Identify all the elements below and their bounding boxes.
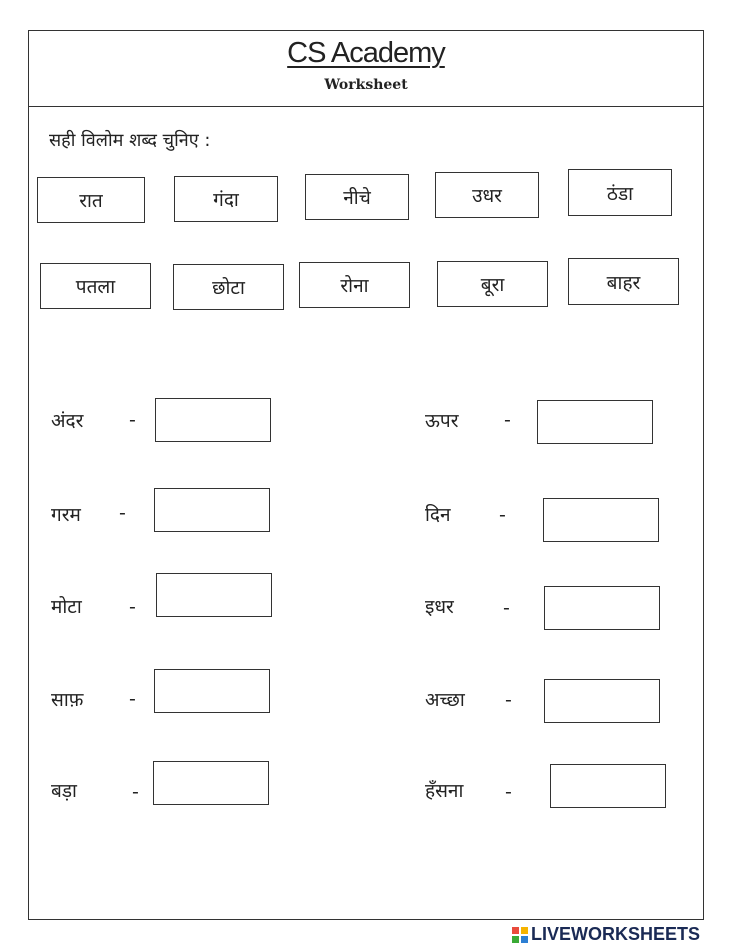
question-word: दिन bbox=[425, 504, 451, 526]
page-subtitle: Worksheet bbox=[324, 77, 408, 93]
question-dash: - bbox=[129, 688, 136, 710]
word-bank-item[interactable]: नीचे bbox=[305, 174, 409, 220]
word-bank-item[interactable]: बूरा bbox=[437, 261, 548, 307]
logo-square bbox=[521, 936, 528, 943]
answer-input[interactable] bbox=[543, 498, 659, 542]
question-dash: - bbox=[129, 409, 136, 431]
answer-input[interactable] bbox=[154, 488, 270, 532]
word-bank-item[interactable]: रोना bbox=[299, 262, 410, 308]
answer-input[interactable] bbox=[537, 400, 653, 444]
word-bank-item[interactable]: उधर bbox=[435, 172, 539, 218]
word-bank-item[interactable]: बाहर bbox=[568, 258, 679, 305]
answer-input[interactable] bbox=[550, 764, 666, 808]
logo-square bbox=[512, 936, 519, 943]
question-word: गरम bbox=[51, 504, 81, 526]
word-bank-item[interactable]: छोटा bbox=[173, 264, 284, 310]
logo-square bbox=[512, 927, 519, 934]
question-word: मोटा bbox=[51, 596, 82, 618]
question-dash: - bbox=[505, 781, 512, 803]
word-bank-item[interactable]: गंदा bbox=[174, 176, 278, 222]
liveworksheets-logo-icon bbox=[512, 927, 528, 943]
answer-input[interactable] bbox=[156, 573, 272, 617]
question-word: अच्छा bbox=[425, 689, 465, 711]
question-dash: - bbox=[132, 781, 139, 803]
liveworksheets-brand[interactable] bbox=[512, 924, 700, 945]
question-dash: - bbox=[119, 502, 126, 524]
answer-input[interactable] bbox=[544, 586, 660, 630]
worksheet-page bbox=[28, 30, 704, 920]
question-word: ऊपर bbox=[425, 410, 459, 432]
answer-input[interactable] bbox=[153, 761, 269, 805]
logo-square bbox=[521, 927, 528, 934]
instruction-text: सही विलोम शब्द चुनिए : bbox=[49, 130, 211, 151]
question-dash: - bbox=[503, 597, 510, 619]
question-dash: - bbox=[504, 409, 511, 431]
word-bank-item[interactable]: रात bbox=[37, 177, 145, 223]
header-divider bbox=[29, 106, 703, 107]
brand-text: LIVEWORKSHEETS bbox=[531, 924, 701, 944]
question-dash: - bbox=[505, 689, 512, 711]
answer-input[interactable] bbox=[544, 679, 660, 723]
question-dash: - bbox=[499, 504, 506, 526]
word-bank-item[interactable]: ठंडा bbox=[568, 169, 672, 216]
question-dash: - bbox=[129, 596, 136, 618]
question-word: बड़ा bbox=[51, 780, 77, 802]
answer-input[interactable] bbox=[154, 669, 270, 713]
question-word: साफ़ bbox=[51, 689, 84, 711]
question-word: हँसना bbox=[425, 780, 464, 802]
word-bank-item[interactable]: पतला bbox=[40, 263, 151, 309]
page-title: CS Academy bbox=[287, 37, 445, 69]
question-word: इधर bbox=[425, 596, 454, 618]
answer-input[interactable] bbox=[155, 398, 271, 442]
question-word: अंदर bbox=[51, 410, 84, 432]
